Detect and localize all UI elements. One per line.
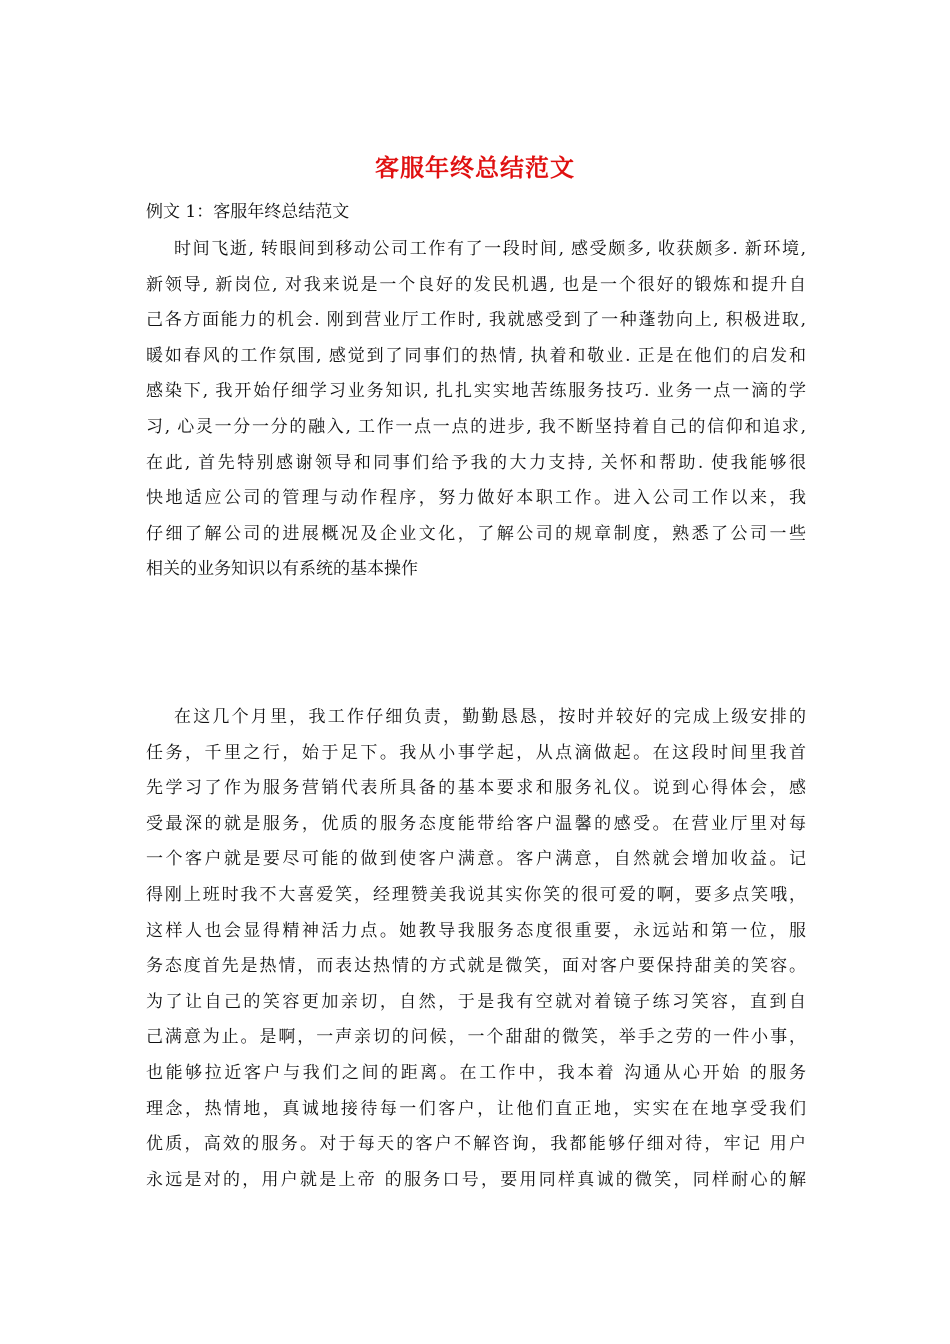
paragraph-line: 务态度首先是热情，而表达热情的方式就是微笑，面对客户要保持甜美的笑容。 [146, 956, 806, 977]
paragraph-line: 相关的业务知识以有系统的基本操作 [146, 559, 418, 580]
document-subtitle: 例文 1：客服年终总结范文 [146, 202, 350, 222]
paragraph-line: 先学习了作为服务营销代表所具备的基本要求和服务礼仪。说到心得体会，感 [146, 778, 806, 799]
paragraph-line: 仔细了解公司的进展概况及企业文化，了解公司的规章制度，熟悉了公司一些 [146, 523, 806, 544]
paragraph-line: 这样人也会显得精神活力点。她教导我服务态度很重要，永远站和第一位，服 [146, 920, 806, 941]
paragraph-line: 优质，高效的服务。对于每天的客户不解咨询，我都能够仔细对待，牢记 用户 [146, 1134, 806, 1155]
paragraph-line: 理念，热情地，真诚地接待每一们客户，让他们直正地，实实在在地享受我们 [146, 1098, 806, 1119]
paragraph-line: 感染下, 我开始仔细学习业务知识, 扎扎实实地苦练服务技巧. 业务一点一滴的学 [146, 381, 806, 402]
paragraph-2 [146, 700, 806, 1198]
paragraph-1 [146, 232, 806, 588]
paragraph-line: 新领导, 新岗位, 对我来说是一个良好的发民机遇, 也是一个很好的锻炼和提升自 [146, 274, 806, 295]
paragraph-line: 习, 心灵一分一分的融入, 工作一点一点的进步, 我不断坚持着自己的信仰和追求, [146, 416, 806, 437]
paragraph-line: 受最深的就是服务，优质的服务态度能带给客户温馨的感受。在营业厅里对每 [146, 813, 806, 834]
paragraph-line: 己各方面能力的机会. 刚到营业厅工作时, 我就感受到了一种蓬勃向上, 积极进取, [146, 310, 806, 331]
paragraph-line: 也能够拉近客户与我们之间的距离。在工作中，我本着 沟通从心开始 的服务 [146, 1062, 806, 1083]
paragraph-line: 快地适应公司的管理与动作程序，努力做好本职工作。进入公司工作以来，我 [146, 488, 806, 509]
paragraph-line: 暖如春风的工作氛围, 感觉到了同事们的热情, 执着和敬业. 正是在他们的启发和 [146, 345, 806, 366]
paragraph-line: 任务，千里之行，始于足下。我从小事学起，从点滴做起。在这段时间里我首 [146, 742, 806, 763]
paragraph-line: 为了让自己的笑容更加亲切，自然，于是我有空就对着镜子练习笑容，直到自 [146, 991, 806, 1012]
paragraph-line: 得刚上班时我不大喜爱笑，经理赞美我说其实你笑的很可爱的啊，要多点笑哦， [146, 884, 806, 905]
paragraph-line: 一个客户就是要尽可能的做到使客户满意。客户满意，自然就会增加收益。记 [146, 849, 806, 870]
paragraph-line: 己满意为止。是啊，一声亲切的问候，一个甜甜的微笑，举手之劳的一件小事， [146, 1027, 806, 1048]
paragraph-line: 时间飞逝, 转眼间到移动公司工作有了一段时间, 感受颇多, 收获颇多. 新环境, [174, 239, 806, 259]
paragraph-line: 永远是对的，用户就是上帝 的服务口号，要用同样真诚的微笑，同样耐心的解 [146, 1169, 806, 1190]
paragraph-line: 在此, 首先特别感谢领导和同事们给予我的大力支持, 关怀和帮助. 使我能够很 [146, 452, 806, 473]
document-title: 客服年终总结范文 [375, 153, 575, 182]
paragraph-line: 在这几个月里，我工作仔细负责，勤勤恳恳，按时并较好的完成上级安排的 [174, 707, 806, 727]
